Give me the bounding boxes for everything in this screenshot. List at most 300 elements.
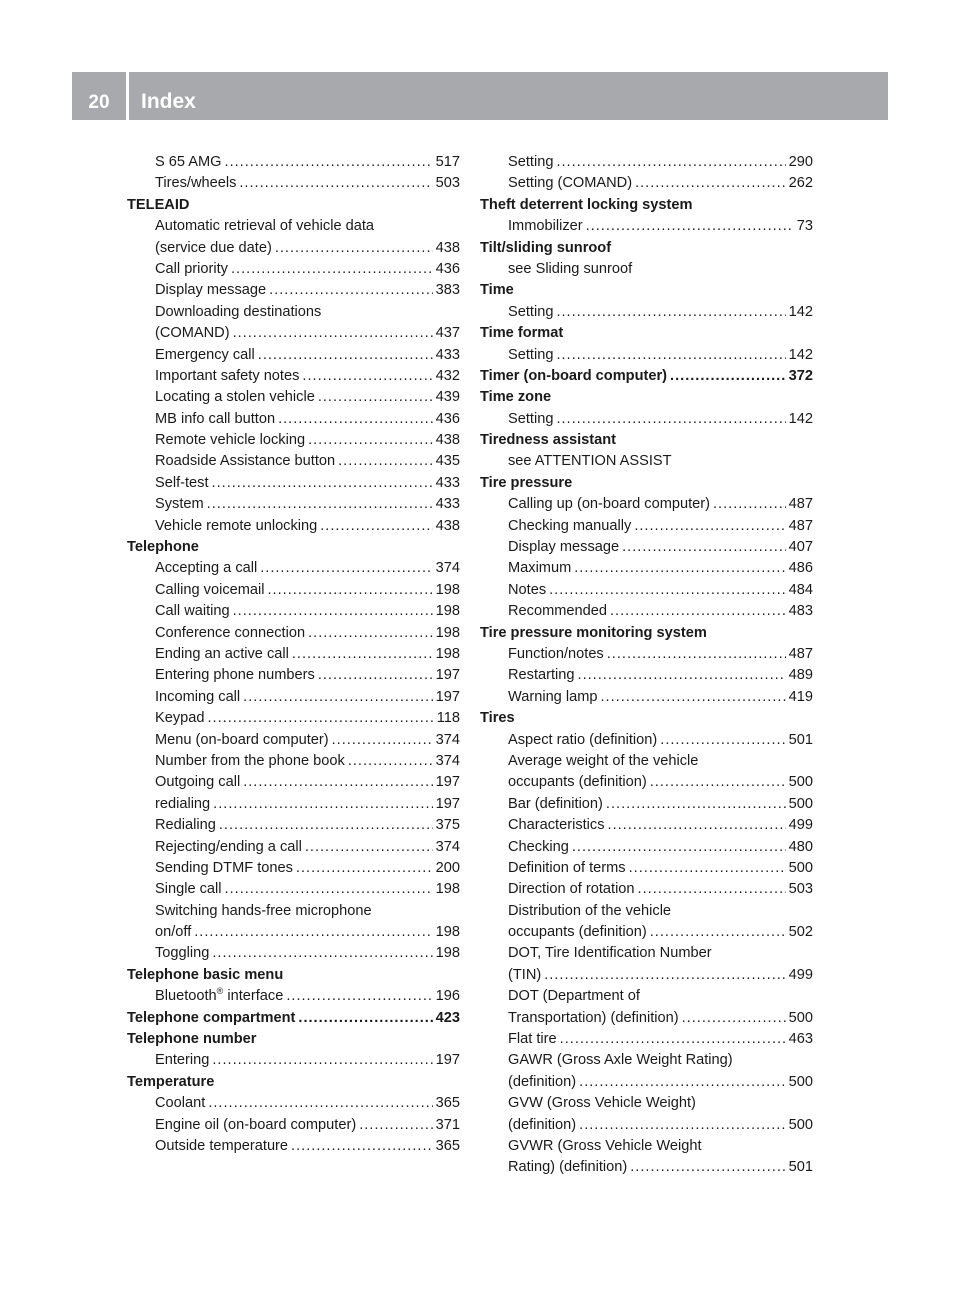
page-reference[interactable]: 197 [435,795,460,812]
entry-text: Outside temperature [155,1137,289,1154]
entry-text: Warning lamp [508,688,598,705]
entry-text: (TIN) [508,966,542,983]
dot-leader [556,302,785,323]
index-heading [480,387,813,408]
index-entry [480,494,813,515]
index-entry [480,965,813,986]
page-reference[interactable]: 501 [788,731,813,748]
dot-leader [650,922,786,943]
dot-leader [291,1136,433,1157]
page-reference[interactable]: 500 [788,859,813,876]
entry-text: Roadside Assistance button [155,453,336,470]
dot-leader [305,837,433,858]
entry-text: (service due date) [155,239,272,256]
entry-text: S 65 AMG [155,154,222,170]
dot-leader [348,751,433,772]
page-reference[interactable]: 374 [435,731,460,748]
page-reference[interactable]: 437 [435,325,460,342]
page-reference[interactable]: 499 [788,817,813,834]
page-reference[interactable]: 197 [435,1052,460,1069]
page-reference[interactable]: 502 [788,924,813,941]
page-reference[interactable]: 499 [788,966,813,983]
index-entry [480,837,813,858]
index-heading [480,623,813,644]
page-reference[interactable]: 198 [435,945,460,962]
dot-leader [302,366,432,387]
entry-text: Maximum [508,560,572,577]
entry-text: Toggling [155,945,210,962]
index-heading [480,708,813,729]
page-reference[interactable]: 197 [435,667,460,684]
entry-text: Self-test [155,474,209,491]
entry-text: GVW (Gross Vehicle Weight) [508,1095,696,1112]
dot-leader [650,772,786,793]
index-entry [127,943,460,964]
entry-text: Locating a stolen vehicle [155,389,315,406]
index-heading [480,195,813,216]
dot-leader [208,1093,432,1114]
entry-text: Direction of rotation [508,881,635,898]
page-reference[interactable]: 487 [788,645,813,662]
entry-text: Tilt/sliding sunroof [480,239,612,256]
entry-text: redialing [155,795,211,812]
entry-text: GVWR (Gross Vehicle Weight [508,1137,702,1154]
index-entry [480,644,813,665]
page-number: 20 [88,92,110,113]
dot-leader [318,387,433,408]
entry-text: Setting [508,410,554,427]
index-entry [127,216,460,237]
dot-leader [574,558,785,579]
entry-text: on/off [155,924,192,941]
page-reference[interactable]: 501 [788,1159,813,1176]
index-entry [480,794,813,815]
dot-leader [359,1115,432,1136]
entry-text: Important safety notes [155,367,300,384]
entry-text: Telephone compartment [127,1009,296,1026]
dot-leader [579,1072,786,1093]
entry-text: Tires [480,710,515,727]
index-entry [127,772,460,793]
index-entry [480,302,813,323]
index-entry [480,922,813,943]
index-entry [127,302,460,323]
entry-text: Entering phone numbers [155,667,315,684]
entry-text: Restarting [508,667,575,684]
entry-text: Tire pressure [480,474,573,491]
dot-leader [660,730,785,751]
page-reference[interactable]: 436 [435,410,460,427]
page-reference[interactable]: 365 [435,1095,460,1112]
page-reference[interactable]: 372 [788,367,813,384]
entry-text: occupants (definition) [508,774,647,791]
page-reference[interactable]: 196 [435,988,460,1005]
entry-text: Time [480,282,514,299]
dot-leader [225,879,433,900]
dot-leader [630,1157,785,1178]
index-entry [127,580,460,601]
dot-leader [638,879,786,900]
entry-text: Average weight of the vehicle [508,752,699,769]
page-reference[interactable]: 483 [788,603,813,620]
page-reference[interactable]: 489 [788,667,813,684]
index-entry [127,708,460,729]
entry-text: occupants (definition) [508,924,647,941]
page-reference[interactable]: 433 [435,346,460,363]
index-entry [480,451,813,472]
page-reference[interactable]: 500 [788,795,813,812]
entry-text: Conference connection [155,624,306,641]
dot-leader [212,473,433,494]
entry-text: Recommended [508,603,607,620]
page-reference[interactable]: 407 [788,539,813,556]
index-entry [480,1157,813,1178]
entry-text: (COMAND) [155,325,230,342]
page-reference[interactable]: 486 [788,560,813,577]
index-heading [480,238,813,259]
index-entry [127,794,460,815]
page-reference[interactable]: 487 [788,496,813,513]
page-reference[interactable]: 198 [435,624,460,641]
section-title: Index [141,90,196,113]
index-entry [127,687,460,708]
page-reference[interactable]: 463 [788,1031,813,1048]
dot-leader [556,345,785,366]
index-entry [127,451,460,472]
dot-leader [233,323,433,344]
dot-leader [219,815,433,836]
index-entry [480,558,813,579]
page-reference[interactable]: 197 [435,774,460,791]
index-entry [127,730,460,751]
index-entry [127,366,460,387]
index-heading [480,280,813,301]
dot-leader [713,494,786,515]
entry-text: Sending DTMF tones [155,859,293,876]
index-entry [480,1008,813,1029]
page-reference[interactable]: 436 [435,260,460,277]
index-heading [127,1072,460,1093]
entry-text: Outgoing call [155,774,241,791]
dot-leader [579,1115,786,1136]
entry-text: Immobilizer [508,218,583,235]
index-entry [480,879,813,900]
page-reference[interactable]: 198 [435,603,460,620]
entry-text: Switching hands-free microphone [155,902,372,919]
dot-leader [308,623,433,644]
dot-leader [549,580,786,601]
page-reference[interactable]: 423 [435,1009,460,1026]
dot-leader [556,152,785,173]
page-reference[interactable]: 517 [435,154,460,170]
entry-text: Telephone [127,539,199,556]
entry-text: Setting [508,154,554,170]
dot-leader [207,494,433,515]
entry-text: Telephone basic menu [127,966,284,983]
page-reference[interactable]: 73 [796,218,813,235]
dot-leader [286,986,432,1007]
entry-text: Keypad [155,710,205,727]
index-column-right [480,152,813,1179]
page-reference[interactable]: 438 [435,517,460,534]
index-entry [127,259,460,280]
dot-leader [634,516,785,537]
index-heading [127,537,460,558]
index-heading [127,195,460,216]
index-entry [127,623,460,644]
index-entry [127,751,460,772]
index-heading [480,430,813,451]
entry-text: Emergency call [155,346,255,363]
index-entry [127,409,460,430]
index-entry [480,216,813,237]
index-entry [480,1115,813,1136]
dot-leader [298,1008,432,1029]
dot-leader [269,280,433,301]
dot-leader [572,837,786,858]
entry-text: Calling up (on-board computer) [508,496,710,513]
dot-leader [296,858,433,879]
dot-leader [332,730,433,751]
page-reference[interactable]: 433 [435,474,460,491]
entry-text: Menu (on-board computer) [155,731,329,748]
index-heading [127,1008,460,1029]
page-reference[interactable]: 439 [435,389,460,406]
dot-leader [610,601,786,622]
entry-text: Time format [480,325,564,342]
dot-leader [556,409,785,430]
dot-leader [635,173,786,194]
page-reference[interactable]: 503 [435,175,460,192]
page-reference[interactable]: 198 [435,581,460,598]
entry-text: Function/notes [508,645,604,662]
dot-leader [243,687,432,708]
index-entry [480,986,813,1007]
entry-text: TELEAID [127,196,190,213]
page-reference[interactable]: 432 [435,367,460,384]
page-reference[interactable]: 433 [435,496,460,513]
page-reference[interactable]: 262 [788,175,813,192]
index-entry [480,580,813,601]
page-reference[interactable]: 198 [435,645,460,662]
entry-text: see Sliding sunroof [508,260,633,277]
page-reference[interactable]: 480 [788,838,813,855]
entry-text: DOT (Department of [508,988,640,1005]
index-entry [127,280,460,301]
index-entry [127,516,460,537]
index-entry [127,152,460,173]
entry-text: Bluetooth® interface [155,986,284,1005]
entry-text: Notes [508,581,547,598]
index-entry [127,644,460,665]
index-entry [480,751,813,772]
dot-leader [601,687,786,708]
entry-text: Rejecting/ending a call [155,838,302,855]
index-entry [127,430,460,451]
index-entry [480,665,813,686]
index-entry [480,259,813,280]
page-reference[interactable]: 438 [435,239,460,256]
entry-text: Theft deterrent locking system [480,196,693,213]
index-entry [480,152,813,173]
page-reference[interactable]: 435 [435,453,460,470]
index-entry [480,1029,813,1050]
entry-text: Display message [508,539,620,556]
entry-text: Temperature [127,1073,215,1090]
dot-leader [258,345,433,366]
page-reference[interactable]: 365 [435,1137,460,1154]
dot-leader [292,644,433,665]
page-reference[interactable]: 374 [435,752,460,769]
entry-text: System [155,496,204,513]
dot-leader [338,451,433,472]
entry-text: Setting (COMAND) [508,175,633,192]
page-reference[interactable]: 375 [435,817,460,834]
index-heading [480,323,813,344]
page-reference[interactable]: 487 [788,517,813,534]
index-entry [480,943,813,964]
page-reference[interactable]: 371 [435,1116,460,1133]
entry-text: Coolant [155,1095,206,1112]
index-entry [480,173,813,194]
entry-text: MB info call button [155,410,276,427]
index-entry [480,537,813,558]
header-divider [126,72,129,120]
entry-text: Redialing [155,817,216,834]
dot-leader [578,665,786,686]
dot-leader [212,1050,432,1071]
entry-text: Vehicle remote unlocking [155,517,318,534]
page-reference[interactable]: 500 [788,1009,813,1026]
dot-leader [208,708,434,729]
index-entry [480,901,813,922]
dot-leader [622,537,786,558]
entry-text: Remote vehicle locking [155,432,306,449]
page-reference[interactable]: 500 [788,774,813,791]
dot-leader [320,516,432,537]
dot-leader [233,601,433,622]
page-reference[interactable]: 197 [435,688,460,705]
index-heading [480,366,813,387]
page-reference[interactable]: 118 [436,710,460,727]
dot-leader [231,259,433,280]
entry-text: (definition) [508,1116,577,1133]
entry-text: Single call [155,881,222,898]
entry-text: Accepting a call [155,560,258,577]
index-entry [127,837,460,858]
index-entry [127,473,460,494]
dot-leader [318,665,433,686]
page-reference[interactable]: 142 [788,303,813,320]
entry-text: Tires/wheels [155,175,237,192]
dot-leader [278,409,433,430]
entry-text: Engine oil (on-board computer) [155,1116,357,1133]
index-entry [127,238,460,259]
page-reference[interactable]: 503 [788,881,813,898]
page-reference[interactable]: 419 [788,688,813,705]
page-reference[interactable]: 142 [788,410,813,427]
entry-text: Checking manually [508,517,632,534]
entry-text: Checking [508,838,569,855]
dot-leader [225,152,433,173]
entry-text: Setting [508,303,554,320]
page-reference[interactable]: 374 [435,838,460,855]
dot-leader [670,366,786,387]
index-entry [480,1093,813,1114]
page-reference[interactable]: 374 [435,560,460,577]
entry-text: Ending an active call [155,645,289,662]
index-entry [127,665,460,686]
entry-text: Display message [155,282,267,299]
page-reference[interactable]: 198 [435,924,460,941]
dot-leader [243,772,432,793]
index-entry [127,922,460,943]
index-entry [480,1050,813,1071]
dot-leader [275,238,433,259]
index-entry [127,387,460,408]
index-entry [127,858,460,879]
index-entry [480,772,813,793]
entry-text: Flat tire [508,1031,557,1048]
entry-text: Telephone number [127,1031,257,1048]
index-entry [127,323,460,344]
page-reference[interactable]: 198 [435,881,460,898]
entry-text: DOT, Tire Identification Number [508,945,712,962]
entry-text: GAWR (Gross Axle Weight Rating) [508,1052,733,1069]
entry-text: Setting [508,346,554,363]
entry-text: Bar (definition) [508,795,603,812]
entry-text: Downloading destinations [155,303,322,320]
entry-text: Time zone [480,389,552,406]
entry-text: see ATTENTION ASSIST [508,453,672,470]
entry-text: Definition of terms [508,859,626,876]
entry-text: Call priority [155,260,228,277]
dot-leader [239,173,432,194]
index-entry [127,1093,460,1114]
index-entry [127,345,460,366]
page-reference[interactable]: 438 [435,432,460,449]
page-reference[interactable]: 500 [788,1116,813,1133]
index-entry [127,879,460,900]
index-entry [127,601,460,622]
page-reference[interactable]: 200 [435,859,460,876]
entry-text: Timer (on-board computer) [480,367,668,384]
page-reference[interactable]: 290 [788,154,813,170]
index-heading [127,965,460,986]
dot-leader [308,430,433,451]
index-entry [480,409,813,430]
index-entry [127,1115,460,1136]
entry-text: Incoming call [155,688,241,705]
entry-text: Automatic retrieval of vehicle data [155,218,375,235]
index-entry [480,601,813,622]
entry-text: Tiredness assistant [480,432,617,449]
entry-text: Transportation) (definition) [508,1009,679,1026]
dot-leader [268,580,433,601]
index-entry [480,730,813,751]
dot-leader [607,644,786,665]
entry-text: Tire pressure monitoring system [480,624,707,641]
page-reference[interactable]: 500 [788,1073,813,1090]
entry-text: Calling voicemail [155,581,265,598]
index-entry [127,173,460,194]
dot-leader [608,815,786,836]
page-reference[interactable]: 484 [788,581,813,598]
page-reference[interactable]: 383 [435,282,460,299]
dot-leader [213,794,432,815]
page-reference[interactable]: 142 [788,346,813,363]
entry-text: Characteristics [508,817,605,834]
